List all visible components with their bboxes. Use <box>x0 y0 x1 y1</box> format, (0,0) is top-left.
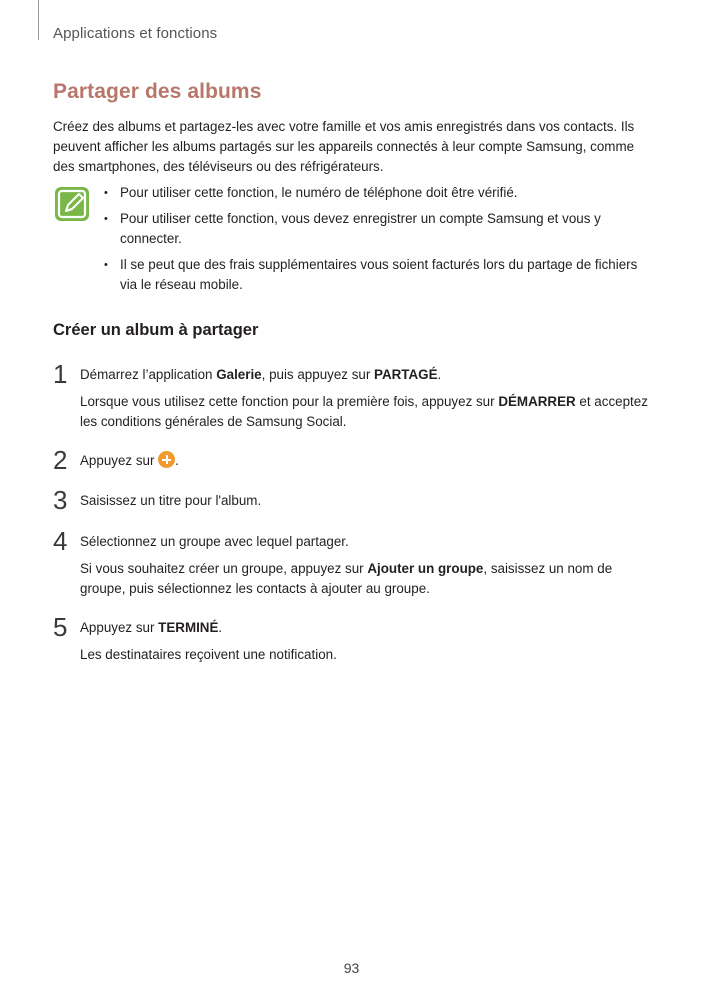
step-number: 3 <box>53 485 68 515</box>
note-item <box>104 255 644 295</box>
note-pencil-icon <box>54 186 90 222</box>
page-number: 93 <box>343 960 360 976</box>
step-body <box>80 618 655 672</box>
note-text: Pour utiliser cette fonction, vous devez enregistrer un compte Samsung et vous y connecter. <box>120 211 601 246</box>
header-rule <box>38 0 39 40</box>
intro-paragraph: Créez des albums et partagez-les avec votre famille et vos amis enregistrés dans vos contacts. Ils peuvent afficher les albums partagés sur les appareils connectés à leur compte Samsung, comme des smartphones, des téléviseurs ou des réfrigérateurs. <box>53 119 635 174</box>
step-number: 1 <box>53 359 68 389</box>
ui-label: PARTAGÉ <box>374 367 438 382</box>
step-instruction: Sélectionnez un groupe avec lequel partager. <box>80 534 349 549</box>
step-body <box>80 365 655 439</box>
app-name: Galerie <box>216 367 262 382</box>
step-number: 2 <box>53 445 68 475</box>
ui-label: TERMINÉ <box>158 620 219 635</box>
ui-label: Ajouter un groupe <box>367 561 484 576</box>
step-body <box>80 451 655 478</box>
step-instruction: Appuyez sur TERMINÉ. <box>80 620 223 635</box>
ui-label: DÉMARRER <box>498 394 576 409</box>
step-body <box>80 532 655 606</box>
running-header: Applications et fonctions <box>53 25 218 42</box>
bullet: • <box>104 259 108 271</box>
note-text: Il se peut que des frais supplémentaires vous soient facturés lors du partage de fichiers via le réseau mobile. <box>120 257 638 292</box>
step-detail: Lorsque vous utilisez cette fonction pour la première fois, appuyez sur DÉMARRER et acceptez les conditions générales de Samsung Social. <box>80 394 648 429</box>
note-item <box>104 183 644 203</box>
notes-list <box>104 183 644 301</box>
note-item <box>104 209 644 249</box>
step-number: 4 <box>53 526 68 556</box>
step-detail: Les destinataires reçoivent une notification. <box>80 647 337 662</box>
step-instruction: Appuyez sur . <box>80 453 179 468</box>
page-title: Partager des albums <box>53 80 262 103</box>
step-instruction: Saisissez un titre pour l'album. <box>80 493 262 508</box>
bullet: • <box>104 213 108 225</box>
step-body <box>80 491 655 518</box>
section-title: Créer un album à partager <box>53 321 259 339</box>
plus-circle-icon <box>158 451 175 468</box>
step-instruction: Démarrez l’application Galerie, puis appuyez sur PARTAGÉ. <box>80 367 442 382</box>
step-number: 5 <box>53 612 68 642</box>
note-text: Pour utiliser cette fonction, le numéro de téléphone doit être vérifié. <box>120 185 518 200</box>
bullet: • <box>104 187 108 199</box>
step-detail: Si vous souhaitez créer un groupe, appuyez sur Ajouter un groupe, saisissez un nom de groupe, puis sélectionnez les contacts à ajouter au groupe. <box>80 561 613 596</box>
